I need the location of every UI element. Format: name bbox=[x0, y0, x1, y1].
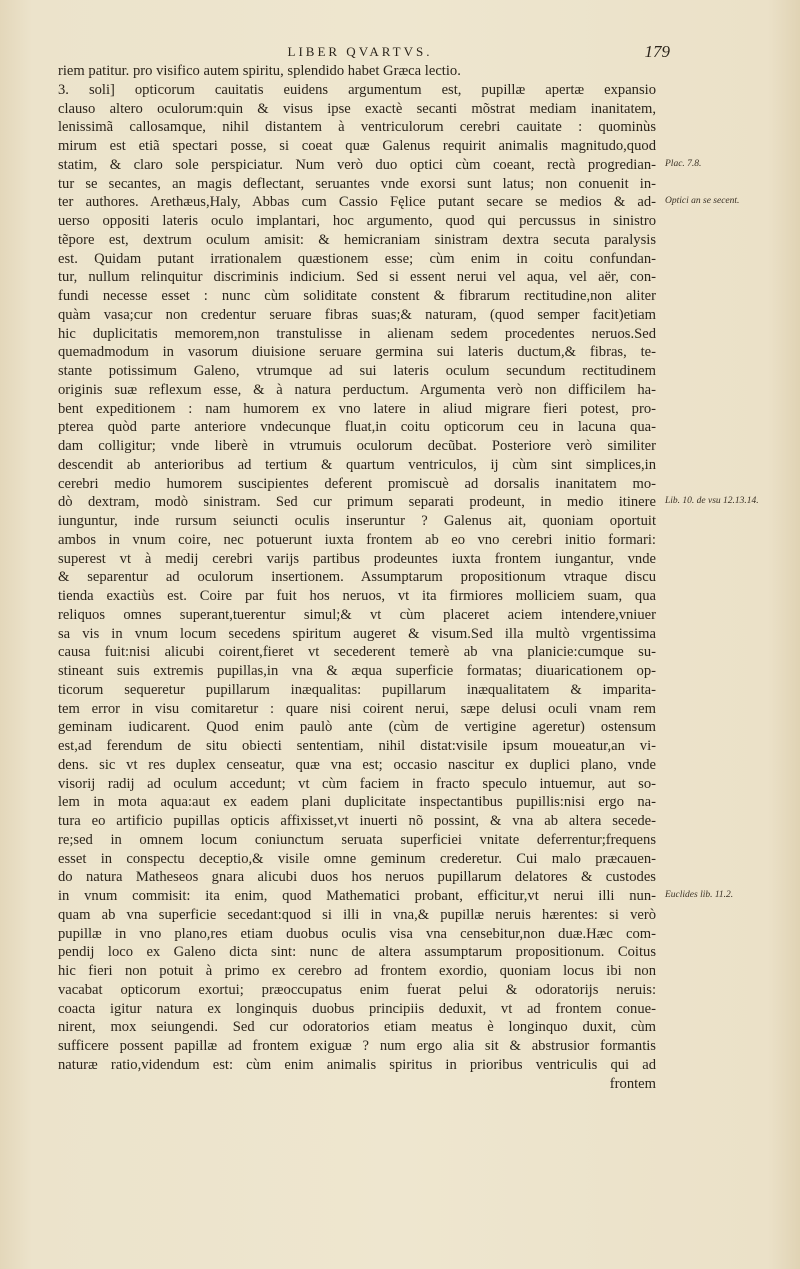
text-line: est. Quidam putant irrationalem quæstionem esse; cùm enim in coitu confundan- bbox=[58, 250, 656, 267]
text-line: naturæ ratio,videndum est: cùm enim animalis spiritus in prioribus ventriculis qui ad bbox=[58, 1056, 656, 1073]
text-line: esset in conspectu deceptio,& visile omne geminum crederetur. Cui malo præcauen- bbox=[58, 850, 656, 867]
text-line: superest vt à medij cerebri varijs partibus prodeuntes iuxta frontem iungantur, vnde bbox=[58, 550, 656, 567]
text-line: statim, & claro sole perspiciatur. Num verò duo optici cùm coeant, rectà progredian- bbox=[58, 156, 656, 173]
text-line: originis suæ reflexum esse, & à natura perductum. Argumenta verò non difficilem ha- bbox=[58, 381, 656, 398]
text-line: tur, nullum relinquitur discriminis indicium. Sed si essent nerui vel aqua, vel aër, con- bbox=[58, 269, 656, 286]
text-line: bent expeditionem : nam humorem ex vno latere in aliud migrare fieri potest, pro- bbox=[58, 400, 656, 417]
margin-note: Plac. 7.8. bbox=[665, 158, 702, 169]
text-line: pterea quòd parte anteriore vndecunque fluat,in coitu opticorum ceu in lacuna qua- bbox=[58, 419, 656, 436]
text-line: causa fuit:nisi alicubi coirent,fieret vt secederent temerè ab vna planicie:cumque su- bbox=[58, 644, 656, 661]
text-line: tienda exactiùs est. Coire par fuit hos neruos, vt ita firmiores molliciem suam, qua bbox=[58, 588, 656, 604]
text-line: fundi necesse esset : nunc cùm soliditate constent & fibrarum rectitudine,non aliter bbox=[58, 288, 656, 304]
text-line: dam colligitur; vnde liberè in vtrumuis oculorum decũbat. Posteriore verò similiter bbox=[58, 438, 656, 454]
text-line: descendit ab anterioribus ad tertium & quartum ventriculos, ij cùm sint simplices,in bbox=[58, 456, 656, 473]
text-line: quam ab vna superficie secedant:quod si illi in vna,& pupillæ neruis hærentes: si verò bbox=[58, 906, 656, 923]
text-line: clauso altero oculorum:quin & visus ipse exactè secanti mõstrat mediam inanitatem, bbox=[58, 100, 656, 117]
page-header bbox=[60, 40, 670, 64]
body-text bbox=[58, 62, 656, 1093]
text-line: lenissimã callosamque, nihil distantem à ventriculorum cerebri cauitate : quominùs bbox=[58, 119, 656, 136]
text-line: dò dextram, modò sinistram. Sed cur primum separati prodeunt, in medio itinere bbox=[58, 494, 656, 511]
text-line: tura eo artificio pupillas opticis affixisset,vt inuerti nõ possint, & vna ab altera secede- bbox=[58, 813, 656, 829]
text-line: 3. soli] opticorum cauitatis euidens argumentum est, pupillæ apertæ expansio bbox=[58, 81, 656, 98]
text-line: tur se secantes, an magis deflectant, seruantes vnde exorsi sunt latus; non conuenit in- bbox=[58, 175, 656, 192]
text-line: lem in mota aqua:aut ex eadem plani duplicitate inspectantibus pupillis:nisi ergo na- bbox=[58, 794, 656, 811]
text-line: stineant suis extremis pupillas,in vna & æqua superficie formatas; diuaricationem op- bbox=[58, 663, 656, 679]
text-line: frontem bbox=[609, 1075, 656, 1092]
text-line: ter authores. Arethæus,Haly, Abbas cum Cassio Fęlice putant secare se medios & ad- bbox=[58, 194, 656, 211]
text-line: pupillæ in vno plano,res etiam duobus oculis visa vna censebitur,non duæ.Hæc com- bbox=[58, 925, 656, 942]
text-line: ambos in vnum coire, nec potuerunt iuxta frontem ab eo vno cerebri initio formari: bbox=[58, 531, 656, 548]
text-line: visorij radij ad oculum accedunt; vt cùm faciem in fracto speculo intuemur, aut so- bbox=[58, 775, 656, 792]
text-line: stante potissimum Galeno, vtrumque ad sui lateris oculum secundum rectitudinem bbox=[58, 363, 656, 379]
text-line: tẽpore est, dextrum oculum amisit: & hemicraniam sinistram dextra secuta paralysis bbox=[58, 231, 656, 248]
text-line: hic duplicitatis memorem,non transtulisse in alienam sedem procedentes neruos.Sed bbox=[58, 325, 656, 342]
text-line: mirum est etiã spectari posse, si coeat quæ Galenus requirit animalis magnitudo,quod bbox=[58, 138, 656, 154]
text-line: coacta igitur natura ex longinquis duobus principiis deduxit, vt ad frontem conue- bbox=[58, 1000, 656, 1017]
text-line: reliquos omnes superant,tuerentur simul;& vt cùm placeret aciem intendere,vniuer bbox=[58, 606, 656, 623]
text-line: pendij loco ex Galeno dicta sint: nunc de altera assumptarum propositionum. Coitus bbox=[58, 944, 656, 961]
text-line: geminam iudicarent. Quod enim paulò ante (cùm de vertigine ageretur) ostensum bbox=[58, 719, 656, 736]
text-line: & separentur ad oculorum insertionem. Assumptarum propositionum vtraque discu bbox=[58, 569, 656, 586]
text-line: sufficere possent papillæ ad frontem exiguæ ? num ergo alia sit & abstrusior formantis bbox=[58, 1038, 656, 1054]
text-line: quemadmodum in vasorum diuisione seruare germina sui lateris ductum,& fibras, te- bbox=[58, 344, 656, 361]
text-line: est,ad ferendum de situ obiecti sententiam, nihil distat:visile ipsum moueatur,an vi- bbox=[58, 738, 656, 754]
text-line: ticorum sequeretur pupillarum inæqualitas: pupillarum inæqualitatem & imparita- bbox=[58, 681, 656, 698]
text-line: riem patitur. pro visifico autem spiritu, splendido habet Græca lectio. bbox=[58, 63, 461, 79]
folio-number: 179 bbox=[644, 42, 670, 61]
margin-note: Euclides lib. 11.2. bbox=[665, 890, 734, 900]
text-line: do natura Matheseos gnara alicubi duos hos neruos pupillarum delatores & custodes bbox=[58, 869, 656, 886]
margin-note: Lib. 10. de vsu 12.13.14. bbox=[665, 496, 759, 507]
text-line: hic fieri non potuit à primo ex cerebro ad frontem exordio, quoniam locus ibi non bbox=[58, 963, 656, 979]
text-line: tem error in visu comitaretur : quare nisi coirent nerui, sæpe delusi oculi vnam rem bbox=[58, 700, 656, 717]
text-line: nirent, mox seiungendi. Sed cur odoratorios etiam meatus è longinquo duxit, cùm bbox=[58, 1019, 656, 1036]
text-line: dens. sic vt res duplex censeatur, quæ vna est; occasio nascitur ex duplici plano, vnde bbox=[58, 756, 656, 773]
text-line: uerso oppositi lateris oculo implantari, hoc argumento, quod qui percussus in sinistro bbox=[58, 213, 656, 229]
margin-note: Optici an se secent. bbox=[665, 196, 740, 207]
text-line: quàm vasa;cur non credentur seruare fibras suas;& naturam, (quod semper facit)etiam bbox=[58, 306, 656, 323]
text-line: cerebri medio humorem suscipientes deferent promiscuè ad dorsalis inanitatem mo- bbox=[58, 475, 656, 492]
text-line: iunguntur, inde rursum seiuncti oculis inseruntur ? Galenus ait, quoniam oportuit bbox=[58, 513, 656, 529]
text-line: re;sed in omnem locum coniunctum seruata superficiei vnitate deferrentur;frequens bbox=[58, 831, 656, 848]
text-line: in vnum commisit: ita enim, quod Mathematici probant, efficitur,vt nerui illi nun- bbox=[58, 888, 656, 904]
text-line: vacabat opticorum exortui; præoccupatus enim fuerat pelui & odoratorijs neruis: bbox=[58, 981, 656, 998]
text-line: sa vis in vnum locum secedens spiritum augeret & visum.Sed illa multò vrgentissima bbox=[58, 625, 656, 642]
running-head: LIBER QVARTVS. bbox=[287, 44, 433, 59]
